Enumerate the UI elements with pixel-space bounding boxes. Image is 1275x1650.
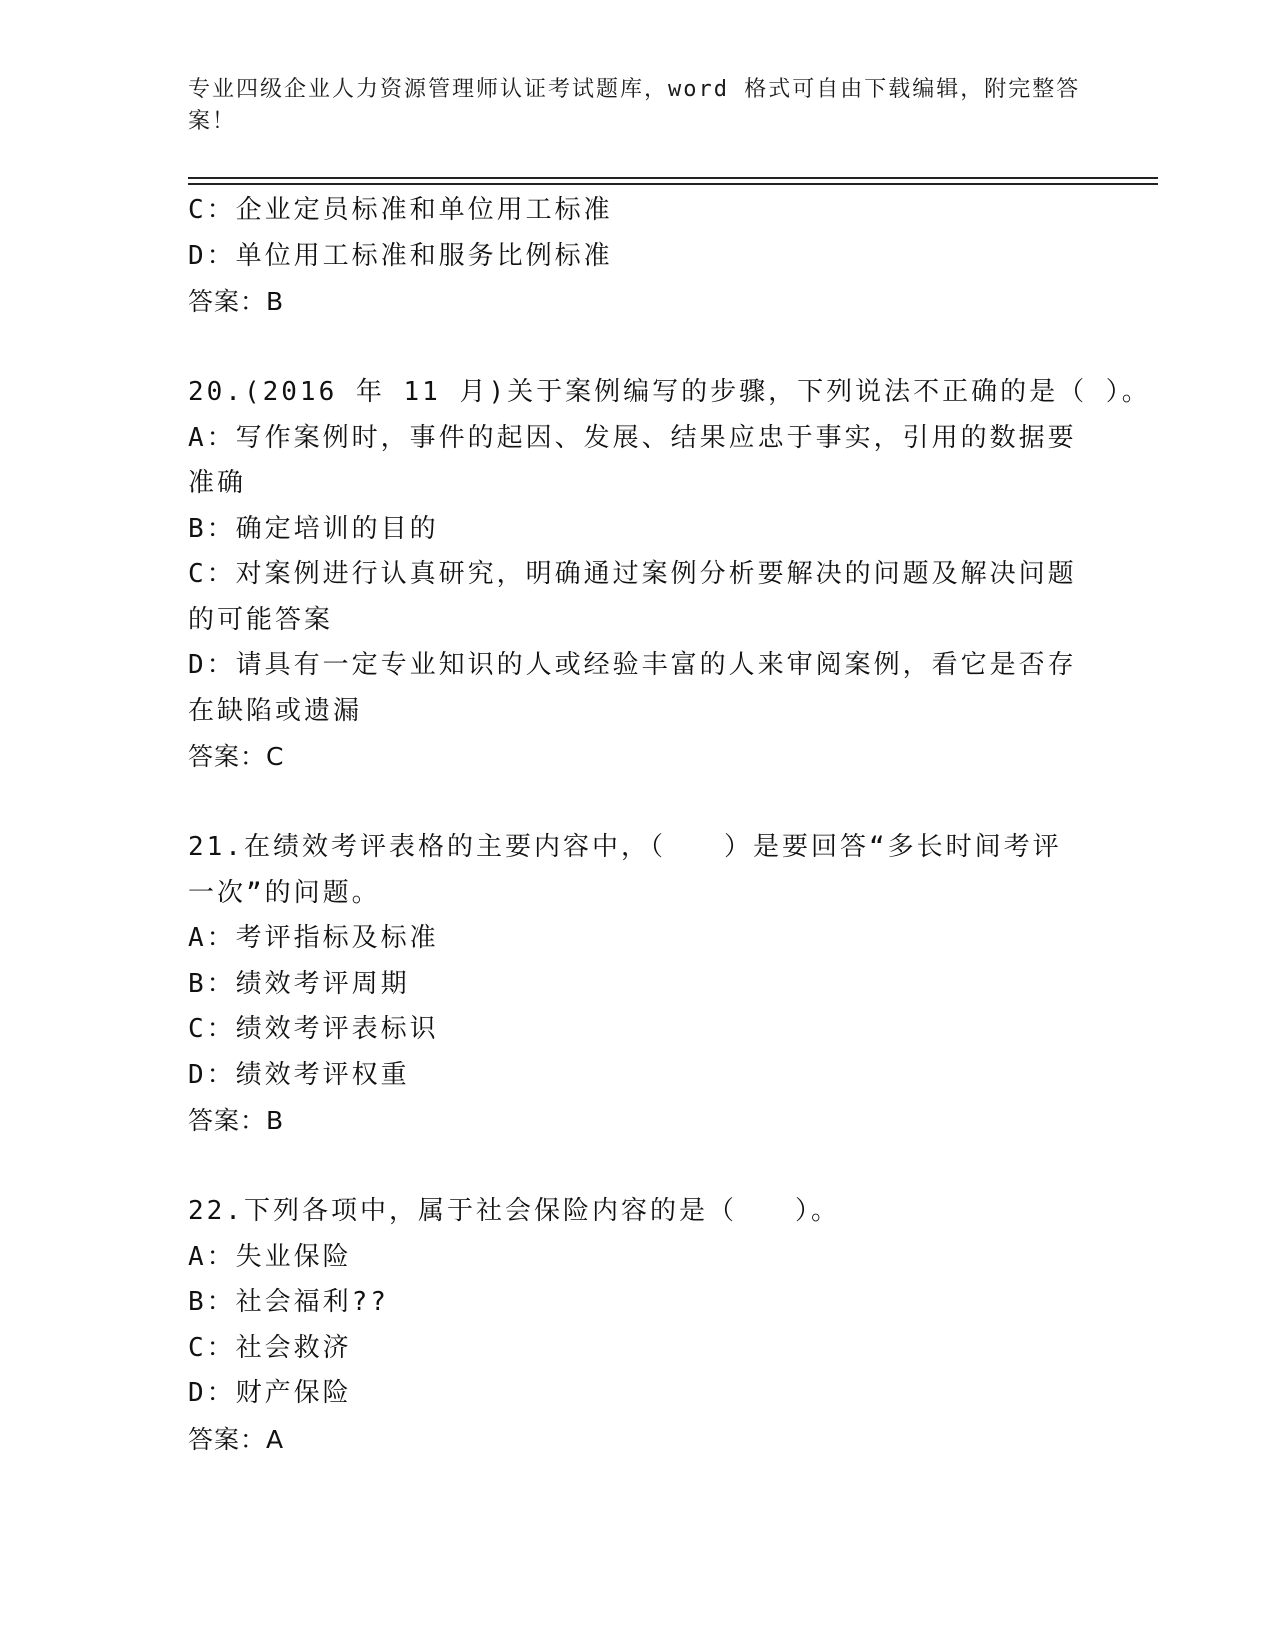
answer: 答案：C bbox=[188, 742, 285, 771]
page-header-title: 专业四级企业人力资源管理师认证考试题库，word 格式可自由下载编辑，附完整答案！ bbox=[188, 77, 1081, 134]
option-c: C：绩效考评表标识 bbox=[188, 1014, 439, 1044]
option-b: B：确定培训的目的 bbox=[188, 513, 439, 544]
question-20 bbox=[188, 370, 1151, 780]
option-a-continued: 准确 bbox=[188, 468, 247, 498]
header-rule-bottom bbox=[188, 183, 1158, 185]
option-a: A：考评指标及标准 bbox=[188, 923, 439, 953]
answer: 答案：A bbox=[188, 1424, 285, 1454]
option-c: C：对案例进行认真研究，明确通过案例分析要解决的问题及解决问题 bbox=[188, 559, 1077, 589]
question-19-tail bbox=[188, 188, 1088, 325]
option-b: B：绩效考评周期 bbox=[188, 968, 410, 999]
question-gap bbox=[188, 780, 1088, 826]
option-b: B：社会福利?? bbox=[188, 1287, 389, 1317]
option-c: C：企业定员标准和单位用工标准 bbox=[188, 195, 613, 225]
option-a: A：写作案例时，事件的起因、发展、结果应忠于事实，引用的数据要 bbox=[188, 422, 1077, 453]
option-d: D：绩效考评权重 bbox=[188, 1059, 410, 1090]
question-22 bbox=[188, 1189, 1088, 1462]
option-c: C：社会救济 bbox=[188, 1332, 352, 1363]
answer: 答案：B bbox=[188, 287, 285, 316]
question-list bbox=[188, 188, 1151, 1462]
question-stem: 20.(2016 年 11 月)关于案例编写的步骤，下列说法不正确的是（ ）。 bbox=[188, 377, 1151, 407]
question-stem: 22.下列各项中，属于社会保险内容的是（ ）。 bbox=[188, 1196, 840, 1226]
option-d: D：财产保险 bbox=[188, 1378, 352, 1408]
option-c-continued: 的可能答案 bbox=[188, 604, 334, 635]
option-d-continued: 在缺陷或遗漏 bbox=[188, 695, 363, 726]
question-stem: 21.在绩效考评表格的主要内容中，（ ）是要回答“多长时间考评 bbox=[188, 832, 1062, 862]
header-rule-top bbox=[188, 177, 1158, 179]
answer: 答案：B bbox=[188, 1106, 285, 1135]
option-a: A：失业保险 bbox=[188, 1241, 352, 1272]
option-d: D：单位用工标准和服务比例标准 bbox=[188, 240, 613, 271]
question-gap bbox=[188, 1144, 1088, 1190]
question-stem-continued: 一次”的问题。 bbox=[188, 877, 381, 908]
question-21 bbox=[188, 825, 1088, 1144]
option-d: D：请具有一定专业知识的人或经验丰富的人来审阅案例，看它是否存 bbox=[188, 650, 1077, 680]
question-gap bbox=[188, 325, 1088, 371]
